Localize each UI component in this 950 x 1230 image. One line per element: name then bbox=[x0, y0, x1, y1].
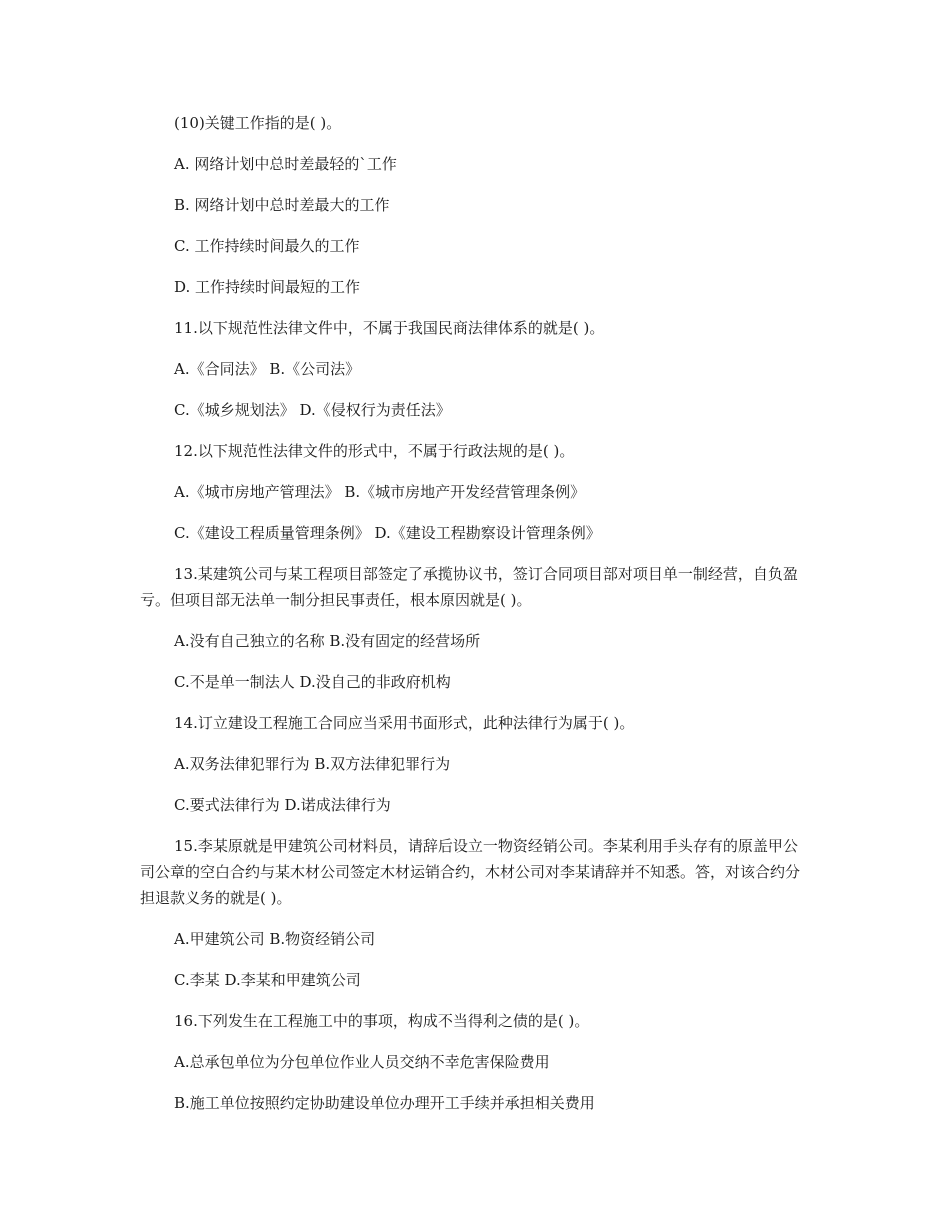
q16-option-a: A.总承包单位为分包单位作业人员交纳不幸危害保险费用 bbox=[174, 1053, 550, 1071]
q14-options-cd: C.要式法律行为 D.诺成法律行为 bbox=[174, 796, 391, 814]
q10-option-b: B. 网络计划中总时差最大的工作 bbox=[174, 196, 390, 214]
q10-option-a: A. 网络计划中总时差最轻的`工作 bbox=[174, 155, 397, 173]
question-10: (10)关键工作指的是( )。 bbox=[174, 114, 342, 132]
q13-options-ab: A.没有自己独立的名称 B.没有固定的经营场所 bbox=[174, 632, 481, 650]
question-16: 16.下列发生在工程施工中的事项，构成不当得利之债的是( )。 bbox=[174, 1012, 590, 1030]
q11-options-ab: A.《合同法》 B.《公司法》 bbox=[174, 360, 361, 378]
question-14: 14.订立建设工程施工合同应当采用书面形式，此种法律行为属于( )。 bbox=[174, 714, 635, 732]
q16-option-b: B.施工单位按照约定协助建设单位办理开工手续并承担相关费用 bbox=[174, 1094, 595, 1112]
q11-options-cd: C.《城乡规划法》 D.《侵权行为责任法》 bbox=[174, 401, 451, 419]
q10-option-d: D. 工作持续时间最短的工作 bbox=[174, 278, 361, 296]
q15-options-cd: C.李某 D.李某和甲建筑公司 bbox=[174, 971, 361, 989]
q14-options-ab: A.双务法律犯罪行为 B.双方法律犯罪行为 bbox=[174, 755, 451, 773]
question-11: 11.以下规范性法律文件中，不属于我国民商法律体系的就是( )。 bbox=[174, 319, 605, 337]
question-12: 12.以下规范性法律文件的形式中，不属于行政法规的是( )。 bbox=[174, 442, 575, 460]
question-13: 13.某建筑公司与某工程项目部签定了承揽协议书，签订合同项目部对项目单一制经营，自负盈亏。但项目部无法单一制分担民事责任，根本原因就是( )。 bbox=[140, 565, 798, 609]
question-15: 15.李某原就是甲建筑公司材料员，请辞后设立一物资经销公司。李某利用手头存有的原盖甲公司公章的空白合约与某木材公司签定木材运销合约，木材公司对李某请辞并不知悉。答，对该合约分担退款义务的就是( )。 bbox=[140, 837, 801, 907]
q12-options-cd: C.《建设工程质量管理条例》 D.《建设工程勘察设计管理条例》 bbox=[174, 524, 601, 542]
q12-options-ab: A.《城市房地产管理法》 B.《城市房地产开发经营管理条例》 bbox=[174, 483, 586, 501]
q15-options-ab: A.甲建筑公司 B.物资经销公司 bbox=[174, 930, 376, 948]
q10-option-c: C. 工作持续时间最久的工作 bbox=[174, 237, 360, 255]
q13-options-cd: C.不是单一制法人 D.没自己的非政府机构 bbox=[174, 673, 451, 691]
